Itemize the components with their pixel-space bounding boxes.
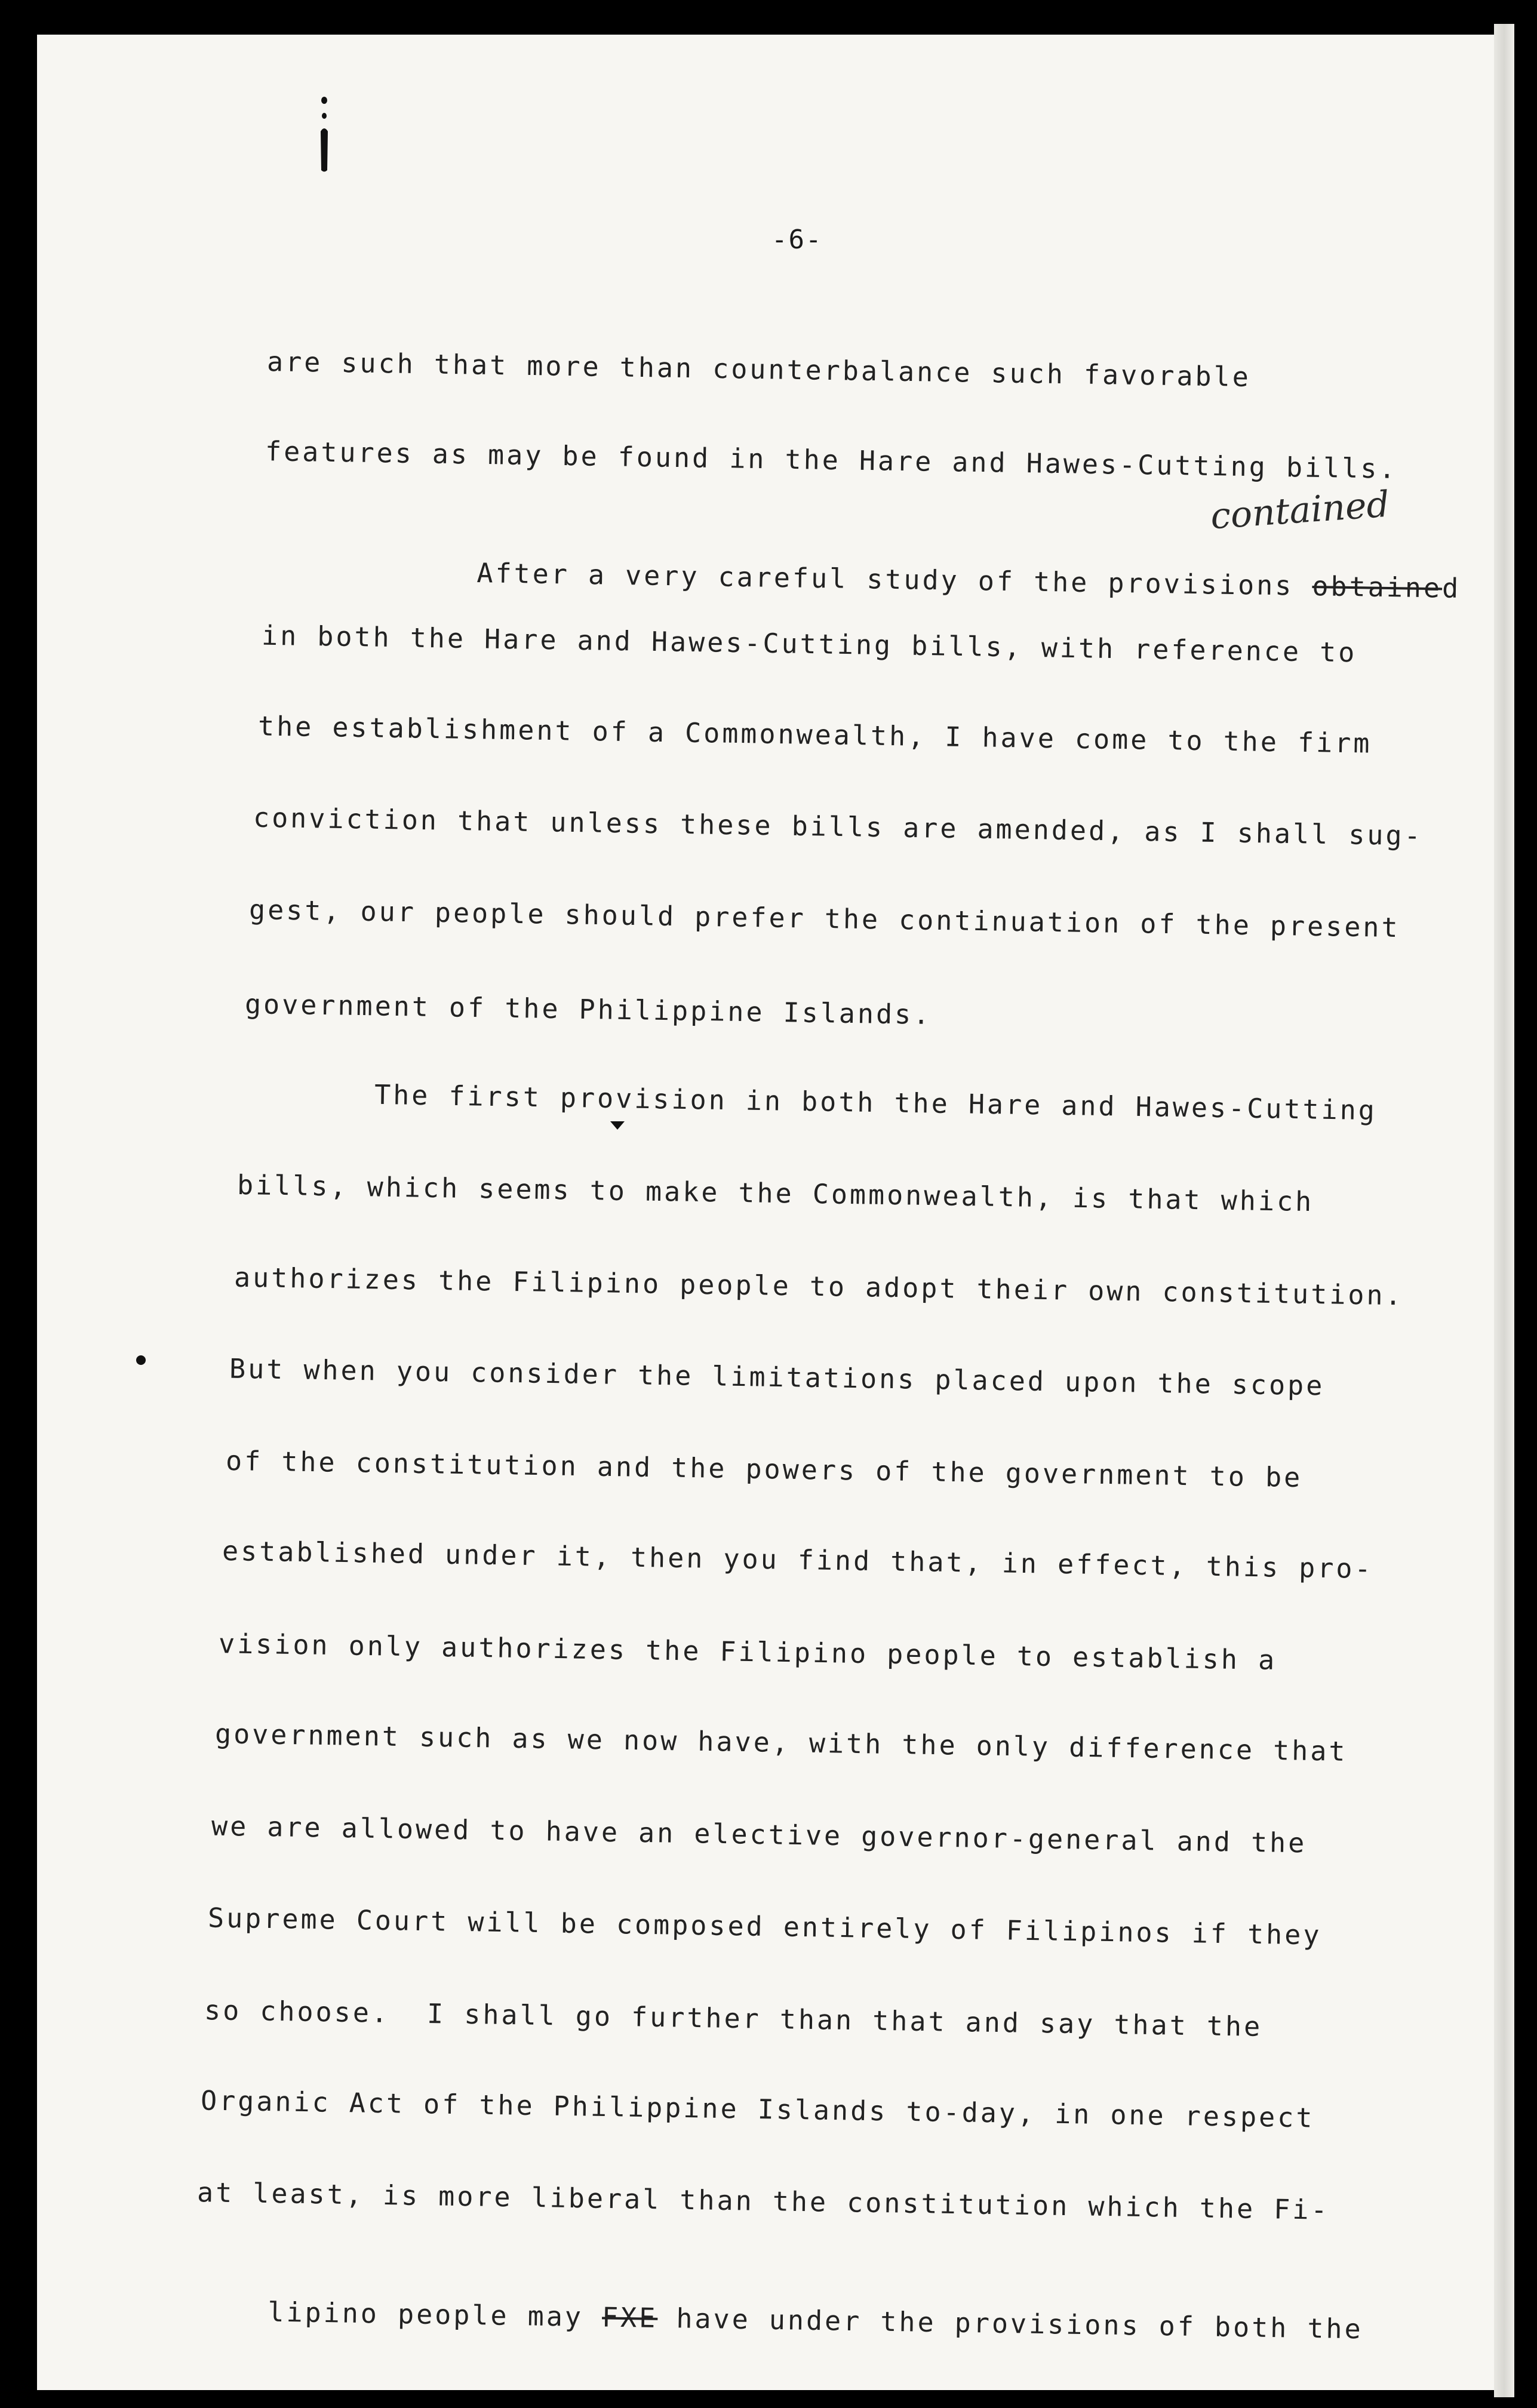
page-edge-strip (1494, 24, 1514, 2397)
text-line-18: Supreme Court will be composed entirely of Filipinos if they (207, 1902, 1322, 1951)
text-line-20: Organic Act of the Philippine Islands to-day, in one respect (200, 2084, 1315, 2134)
text-line-13: of the constitution and the powers of the government to be (225, 1444, 1303, 1494)
struck-word: obtaine (1312, 570, 1443, 604)
typed-strikeover: FXE (601, 2301, 658, 2334)
text-line-2: features as may be found in the Hare and Hawes-Cutting bills. (265, 435, 1398, 485)
text-line-5: the establishment of a Commonwealth, I have come to the firm (257, 710, 1372, 759)
text-line-1: are such that more than counterbalance such favorable (266, 346, 1252, 393)
text-line-15: vision only authorizes the Filipino people to establish a (218, 1628, 1277, 1676)
text-line-9: The first provision in both the Hare and Hawes-Cutting (374, 1078, 1378, 1127)
text-line-12: But when you consider the limitations placed upon the scope (229, 1352, 1325, 1402)
text-line-8: government of the Philippine Islands. (244, 988, 932, 1031)
text-line-3: After a very careful study of the provisions obtained (477, 557, 1461, 604)
text-line-16: government such as we now have, with the only difference that (214, 1718, 1348, 1767)
text-line-7: gest, our people should prefer the continuation of the present (248, 893, 1401, 944)
margin-ink-dot (136, 1355, 146, 1365)
text-line-19: so choose. I shall go further than that and say that the (204, 1994, 1263, 2043)
text-line-10: bills, which seems to make the Commonwealth, is that which (236, 1168, 1314, 1218)
text-line-22: lipino people may FXE have under the provisions of both the (268, 2296, 1364, 2345)
text-line-6: conviction that unless these bills are amended, as I shall sug- (253, 801, 1424, 852)
caret-mark (610, 1121, 625, 1130)
handwritten-correction: contained (1209, 483, 1391, 538)
ink-blot-mark (318, 96, 331, 173)
text-line-11: authorizes the Filipino people to adopt their own constitution. (233, 1261, 1404, 1312)
text-line-21: at least, is more liberal than the constitution which the Fi- (196, 2176, 1330, 2226)
document-page (37, 35, 1494, 2390)
text-line-4: in both the Hare and Hawes-Cutting bills, with reference to (261, 619, 1357, 669)
text-line-17: we are allowed to have an elective governor-general and the (211, 1810, 1307, 1859)
text-line-14: established under it, then you find that, in effect, this pro- (222, 1534, 1374, 1585)
page-number: -6- (771, 224, 823, 255)
